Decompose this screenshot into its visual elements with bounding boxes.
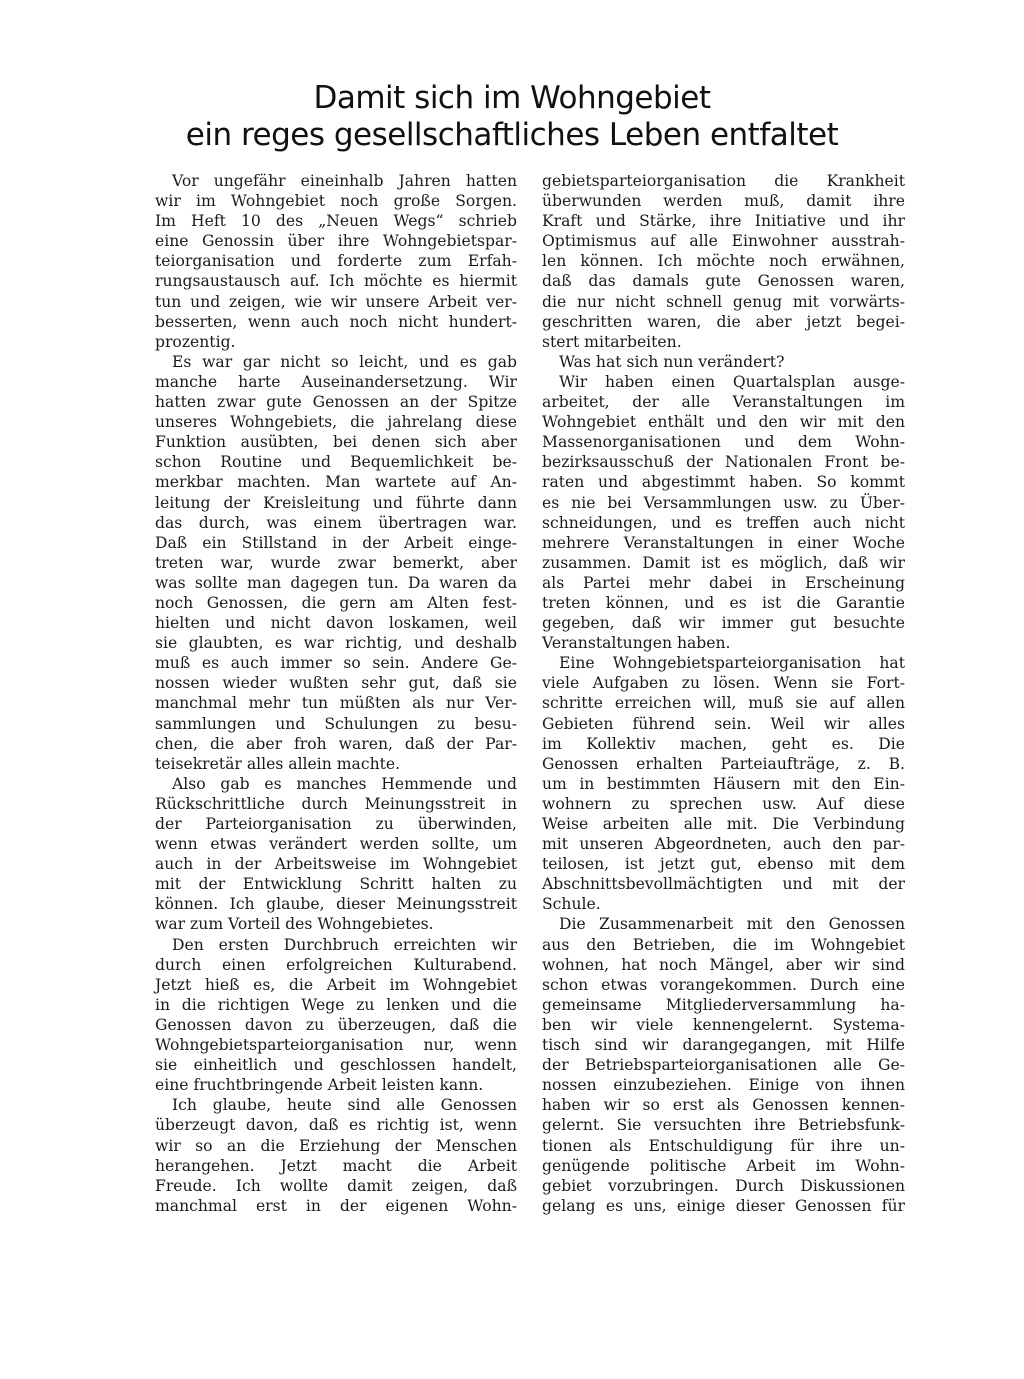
text-line: manchmal erst in der eigenen Wohn- — [155, 1196, 517, 1215]
text-line: daß das damals gute Genossen waren, — [542, 272, 905, 291]
text-line: Den ersten Durchbruch erreichten wir — [172, 935, 517, 954]
text-line: Funktion ausübten, bei denen sich aber — [155, 433, 517, 452]
text-line: Veranstaltungen haben. — [542, 634, 731, 653]
text-line: Rückschrittliche durch Meinungsstreit in — [155, 794, 517, 813]
text-line: die nur nicht schnell genug mit vorwärts- — [542, 292, 905, 311]
text-line: Abschnittsbevollmächtigten und mit der — [542, 875, 905, 894]
text-line: Die Zusammenarbeit mit den Genossen — [559, 915, 905, 934]
text-line: besserten, wenn auch noch nicht hundert- — [155, 312, 517, 331]
text-line: mit der Entwicklung Schritt halten zu — [155, 875, 517, 894]
text-line: haben wir so erst als Genossen kennen- — [542, 1096, 905, 1115]
text-line: teilosen, ist jetzt gut, ebenso mit dem — [542, 855, 905, 874]
text-line: schritte erreichen will, muß sie auf allen — [542, 694, 905, 713]
left-text-column — [155, 171, 517, 1216]
text-line: teiorganisation und forderte zum Erfah- — [155, 252, 517, 271]
text-line: was sollte man dagegen tun. Da waren da — [155, 573, 517, 592]
text-line: bezirksausschuß der Nationalen Front be- — [542, 453, 905, 472]
text-line: Genossen davon zu überzeugen, daß die — [155, 1015, 517, 1034]
text-line: zusammen. Damit ist es möglich, daß wir — [542, 553, 905, 572]
text-line: Also gab es manches Hemmende und — [172, 774, 517, 793]
text-line: gelang es uns, einige dieser Genossen für — [542, 1196, 905, 1215]
text-line: mehrere Veranstaltungen in einer Woche — [542, 533, 905, 552]
text-line: eine fruchtbringende Arbeit leisten kann. — [155, 1076, 484, 1095]
text-line: gelernt. Sie versuchten ihre Betriebsfunk- — [542, 1116, 905, 1135]
text-line: Wir haben einen Quartalsplan ausge- — [559, 372, 905, 391]
text-line: arbeitet, der alle Veranstaltungen im — [542, 393, 905, 412]
text-line: eine Genossin über ihre Wohngebietspar- — [155, 232, 517, 251]
text-line: len können. Ich möchte noch erwähnen, — [542, 252, 905, 271]
text-line: Genossen erhalten Parteiaufträge, z. B. — [542, 754, 905, 773]
text-line: schneidungen, und es treffen auch nicht — [542, 513, 905, 532]
text-line: tionen als Entschuldigung für ihre un- — [542, 1136, 905, 1155]
text-line: war zum Vorteil des Wohngebietes. — [155, 915, 434, 934]
text-line: treten können, und es ist die Garantie — [542, 593, 905, 612]
text-line: unseres Wohngebiets, die jahrelang diese — [155, 413, 517, 432]
text-line: der Betriebsparteiorganisationen alle Ge- — [542, 1056, 905, 1075]
text-line: treten war, wurde zwar bemerkt, aber — [155, 553, 517, 572]
text-line: Vor ungefähr eineinhalb Jahren hatten — [172, 172, 517, 190]
text-line: tun und zeigen, wie wir unsere Arbeit ver- — [155, 292, 517, 311]
text-line: viele Aufgaben zu lösen. Wenn sie Fort- — [542, 674, 905, 693]
text-line: Es war gar nicht so leicht, und es gab — [172, 352, 517, 371]
text-line: hatten zwar gute Genossen an der Spitze — [155, 393, 517, 412]
text-line: geschritten waren, die aber jetzt begei- — [542, 312, 905, 331]
text-line: ben wir viele kennengelernt. Systema- — [542, 1015, 905, 1034]
text-line: Wohngebiet enthält und den wir mit den — [542, 413, 905, 432]
text-line: schon Routine und Bequemlichkeit be- — [155, 453, 517, 472]
text-line: chen, die aber froh waren, daß der Par- — [155, 734, 517, 753]
text-line: Massenorganisationen und dem Wohn- — [542, 433, 905, 452]
text-line: nossen wieder wußten sehr gut, daß sie — [155, 674, 517, 693]
text-line: gebietsparteiorganisation die Krankheit — [542, 172, 905, 190]
text-line: manchmal mehr tun müßten als nur Ver- — [155, 694, 517, 713]
text-line: gegeben, daß wir immer gut besuchte — [542, 614, 905, 633]
text-line: tisch sind wir darangegangen, mit Hilfe — [542, 1036, 905, 1055]
text-line: raten und abgestimmt haben. So kommt — [542, 473, 905, 492]
text-line: Daß ein Stillstand in der Arbeit einge- — [155, 533, 517, 552]
text-line: überwunden werden muß, damit ihre — [542, 192, 905, 211]
text-line: hielten und nicht davon loskamen, weil — [155, 614, 517, 633]
text-line: Kraft und Stärke, ihre Initiative und ihr — [542, 212, 905, 231]
text-line: um in bestimmten Häusern mit den Ein- — [542, 774, 905, 793]
text-line: prozentig. — [155, 332, 236, 351]
text-line: herangehen. Jetzt macht die Arbeit — [155, 1156, 517, 1175]
text-line: durch einen erfolgreichen Kulturabend. — [155, 955, 517, 974]
text-line: wenn etwas verändert werden sollte, um — [155, 835, 517, 854]
text-line: mit unseren Abgeordneten, auch den par- — [542, 835, 905, 854]
text-line: der Parteiorganisation zu überwinden, — [155, 815, 517, 833]
text-line: sie glaubten, es war richtig, und deshalb — [155, 634, 517, 653]
text-line: das durch, was einem übertragen war. — [155, 513, 517, 532]
right-text-column — [542, 171, 905, 1216]
text-line: Wohngebietsparteiorganisation nur, wenn — [155, 1036, 517, 1055]
text-line: im Kollektiv machen, geht es. Die — [542, 734, 905, 753]
text-line: gebiet vorzubringen. Durch Diskussionen — [542, 1176, 905, 1195]
text-line: Ich glaube, heute sind alle Genossen — [172, 1096, 517, 1115]
text-line: überzeugt davon, daß es richtig ist, wenn — [155, 1116, 517, 1135]
text-line: es nie bei Versammlungen usw. zu Über- — [542, 493, 905, 512]
text-line: aus den Betrieben, die im Wohngebiet — [542, 935, 905, 954]
text-line: sie einheitlich und geschlossen handelt, — [155, 1056, 517, 1075]
text-line: Schule. — [542, 895, 601, 914]
text-line: Jetzt hieß es, die Arbeit im Wohngebiet — [155, 975, 517, 994]
text-line: Optimismus auf alle Einwohner ausstrah- — [542, 232, 905, 251]
text-line: noch Genossen, die gern am Alten fest- — [155, 593, 517, 612]
text-line: leitung der Kreisleitung und führte dann — [155, 493, 517, 512]
text-line: wir so an die Erziehung der Menschen — [155, 1136, 517, 1155]
text-line: sammlungen und Schulungen zu besu- — [155, 714, 517, 733]
text-line: auch in der Arbeitsweise im Wohngebiet — [155, 855, 517, 874]
text-line: können. Ich glaube, dieser Meinungsstreit — [155, 895, 517, 914]
text-line: wir im Wohngebiet noch große Sorgen. — [155, 192, 517, 211]
text-line: wohnen, hat noch Mängel, aber wir sind — [542, 955, 905, 974]
text-line: Im Heft 10 des „Neuen Wegs“ schrieb — [155, 212, 517, 231]
text-line: als Partei mehr dabei in Erscheinung — [542, 573, 905, 592]
text-line: manche harte Auseinandersetzung. Wir — [155, 372, 517, 391]
text-line: rungsaustausch auf. Ich möchte es hiermit — [155, 272, 517, 291]
text-line: muß es auch immer so sein. Andere Ge- — [155, 654, 517, 673]
text-line: Weise arbeiten alle mit. Die Verbindung — [542, 815, 905, 833]
text-line: nossen einzubeziehen. Einige von ihnen — [542, 1076, 905, 1095]
text-line: merkbar machten. Man wartete auf An- — [155, 473, 517, 492]
text-line: genügende politische Arbeit im Wohn- — [542, 1156, 905, 1175]
text-line: Freude. Ich wollte damit zeigen, daß — [155, 1176, 517, 1195]
text-line: stert mitarbeiten. — [542, 332, 682, 351]
text-line: teisekretär alles allein machte. — [155, 754, 401, 773]
text-line: in die richtigen Wege zu lenken und die — [155, 995, 517, 1014]
text-line: Was hat sich nun verändert? — [559, 352, 785, 371]
text-line: gemeinsame Mitgliederversammlung ha- — [542, 995, 905, 1014]
article-title-line-1: Damit sich im Wohngebiet — [313, 80, 711, 116]
article-title-line-2: ein reges gesellschaftliches Leben entfaltet — [185, 117, 839, 153]
text-line: Gebieten führend sein. Weil wir alles — [542, 714, 905, 733]
text-line: Eine Wohngebietsparteiorganisation hat — [559, 654, 905, 673]
text-line: wohnern zu sprechen usw. Auf diese — [542, 794, 905, 813]
text-line: schon etwas vorangekommen. Durch eine — [542, 975, 905, 994]
